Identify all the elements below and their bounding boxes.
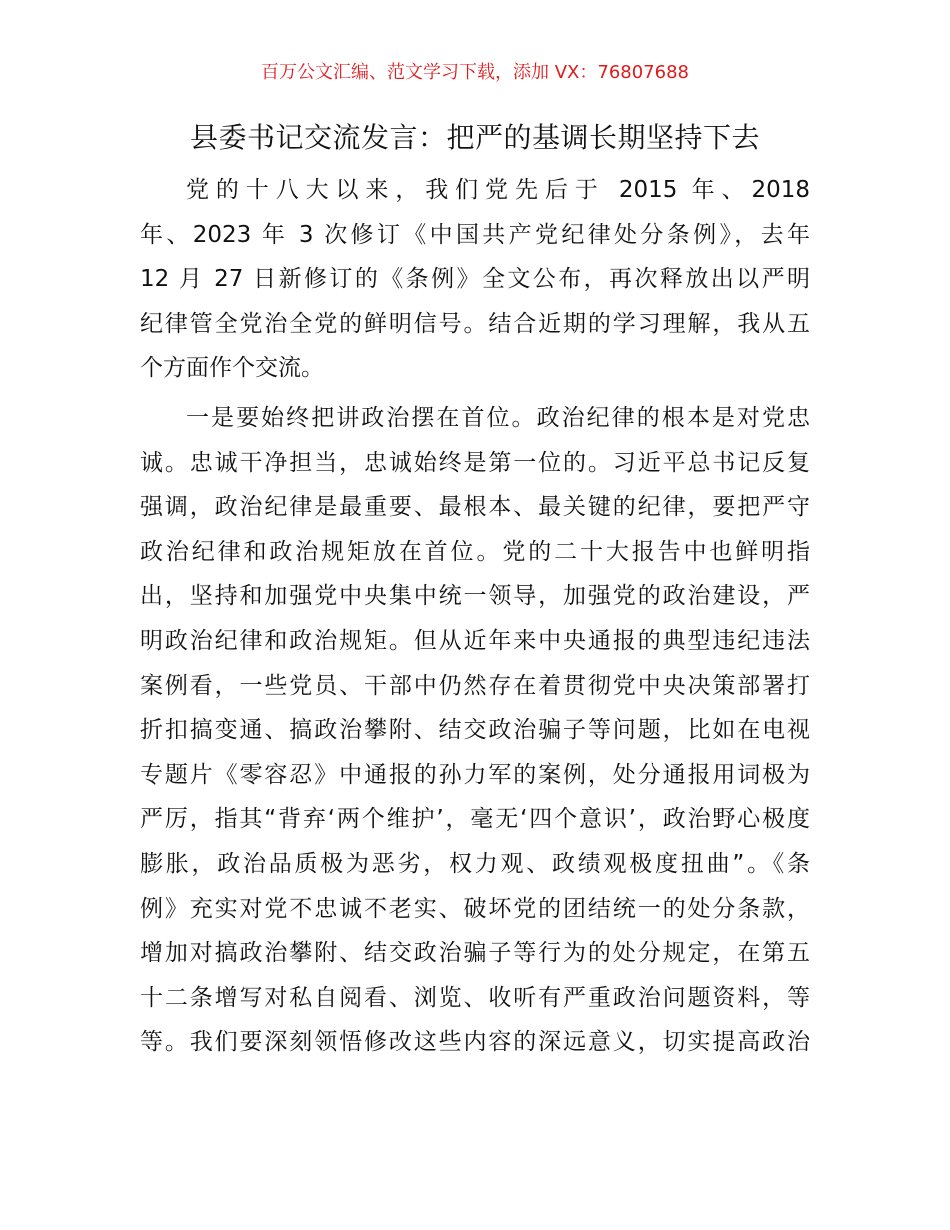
text-line: 专题片《零容忍》中通报的孙力军的案例，处分通报用词极为 bbox=[140, 761, 810, 788]
text-line: 严厉，指其“背弃‘两个维护’，毫无‘四个意识’，政治野心极度 bbox=[140, 806, 810, 833]
text-line: 纪律管全党治全党的鲜明信号。结合近期的学习理解，我从五 bbox=[140, 310, 810, 337]
paragraph-2 bbox=[140, 396, 810, 1065]
text-line: 折扣搞变通、搞政治攀附、结交政治骗子等问题，比如在电视 bbox=[140, 717, 810, 744]
text-line: 12 月 27 日新修订的《条例》全文公布，再次释放出以严明 bbox=[140, 266, 810, 293]
document-title: 县委书记交流发言：把严的基调长期坚持下去 bbox=[189, 121, 760, 154]
text-line: 年、2023 年 3 次修订《中国共产党纪律处分条例》，去年 bbox=[140, 221, 810, 248]
paragraph-1 bbox=[140, 168, 810, 391]
text-line: 诚。忠诚干净担当，忠诚始终是第一位的。习近平总书记反复 bbox=[140, 449, 810, 476]
text-line: 增加对搞政治攀附、结交政治骗子等行为的处分规定，在第五 bbox=[140, 940, 810, 967]
text-line: 例》充实对党不忠诚不老实、破坏党的团结统一的处分条款， bbox=[140, 895, 810, 922]
text-line: 政治纪律和政治规矩放在首位。党的二十大报告中也鲜明指 bbox=[140, 538, 810, 565]
watermark-header: 百万公文汇编、范文学习下载，添加 VX：76807688 bbox=[261, 62, 689, 83]
text-line: 强调，政治纪律是最重要、最根本、最关键的纪律，要把严守 bbox=[140, 494, 810, 521]
text-line: 十二条增写对私自阅看、浏览、收听有严重政治问题资料，等 bbox=[140, 984, 810, 1011]
text-line: 案例看，一些党员、干部中仍然存在着贯彻党中央决策部署打 bbox=[140, 672, 810, 699]
text-line: 膨胀，政治品质极为恶劣，权力观、政绩观极度扭曲”。《条 bbox=[140, 850, 810, 877]
text-line: 出，坚持和加强党中央集中统一领导，加强党的政治建设，严 bbox=[140, 583, 810, 610]
text-line: 等。我们要深刻领悟修改这些内容的深远意义，切实提高政治 bbox=[140, 1029, 810, 1056]
text-line: 一是要始终把讲政治摆在首位。政治纪律的根本是对党忠 bbox=[186, 405, 810, 431]
text-line: 个方面作个交流。 bbox=[140, 355, 324, 382]
text-line: 明政治纪律和政治规矩。但从近年来中央通报的典型违纪违法 bbox=[140, 627, 810, 654]
text-line: 党的十八大以来，我们党先后于 2015 年、2018 bbox=[186, 177, 810, 203]
